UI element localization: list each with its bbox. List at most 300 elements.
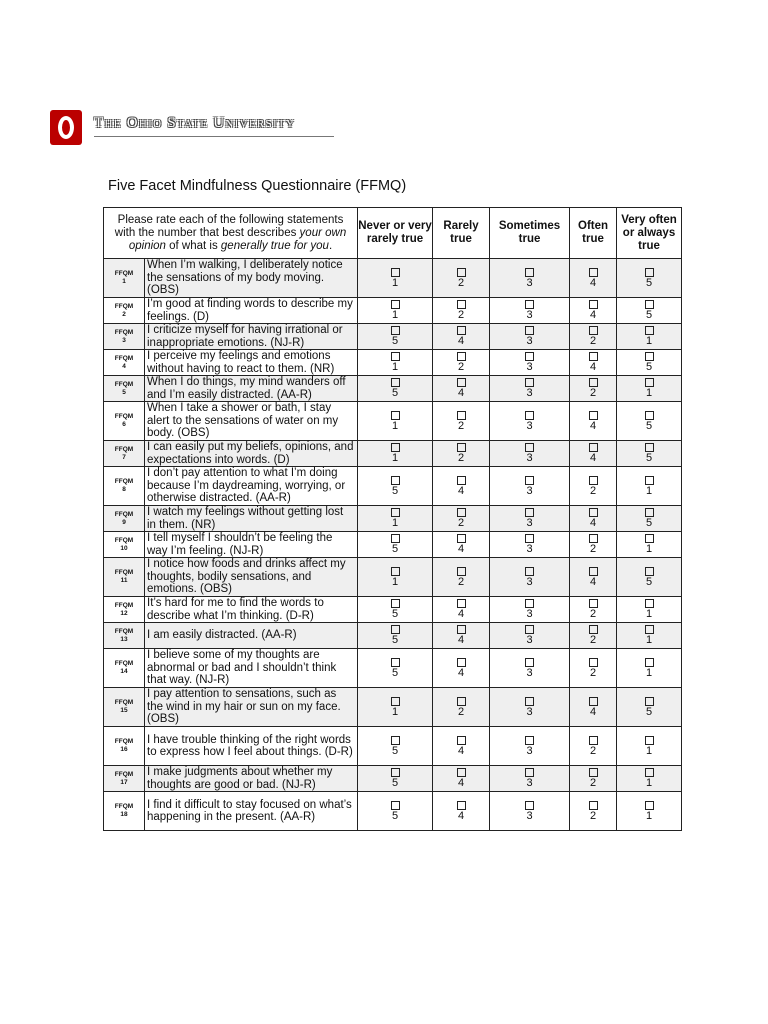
item-number: 4 <box>122 362 126 370</box>
column-header-never: Never or very rarely true <box>358 208 433 259</box>
score-value: 5 <box>391 809 399 822</box>
checkbox[interactable] <box>457 378 466 387</box>
checkbox[interactable] <box>391 443 400 452</box>
instructions-emphasis: generally true for you <box>220 239 329 252</box>
rating-option[interactable] <box>433 350 490 376</box>
rating-option[interactable] <box>617 532 682 558</box>
rating-option[interactable] <box>490 532 570 558</box>
checkbox[interactable] <box>645 508 654 517</box>
score-value: 3 <box>526 608 533 620</box>
rating-option[interactable] <box>490 298 570 324</box>
rating-option[interactable] <box>617 259 682 298</box>
score-value: 5 <box>645 517 653 529</box>
rating-option[interactable] <box>617 766 682 792</box>
item-id <box>104 532 145 558</box>
score-value: 3 <box>526 543 533 555</box>
score-value: 4 <box>589 276 597 289</box>
score-value: 4 <box>457 744 465 757</box>
item-statement: I criticize myself for having irrational or inappropriate emotions. (NJ-R) <box>145 324 358 350</box>
rating-option[interactable] <box>490 350 570 376</box>
checkbox[interactable] <box>525 300 534 309</box>
rating-option[interactable] <box>358 506 433 532</box>
score-value: 3 <box>526 705 533 718</box>
checkbox[interactable] <box>589 658 598 667</box>
rating-option[interactable] <box>358 376 433 402</box>
item-statement: I am easily distracted. (AA-R) <box>145 623 358 649</box>
item-statement: It’s hard for me to find the words to describe what I’m thinking. (D-R) <box>145 597 358 623</box>
checkbox[interactable] <box>645 599 654 608</box>
score-value: 2 <box>457 309 465 321</box>
checkbox[interactable] <box>645 443 654 452</box>
score-value: 2 <box>589 777 597 789</box>
checkbox[interactable] <box>525 378 534 387</box>
item-number: 11 <box>120 577 128 584</box>
checkbox[interactable] <box>645 768 654 777</box>
rating-option[interactable] <box>358 623 433 649</box>
item-id-prefix: FFQM <box>114 627 134 635</box>
rating-option[interactable] <box>433 467 490 506</box>
checkbox[interactable] <box>457 599 466 608</box>
rating-option[interactable] <box>570 623 617 649</box>
item-statement: I don’t pay attention to what I’m doing because I’m daydreaming, worrying, or otherwise distracted. (AA-R) <box>145 467 358 506</box>
score-value: 5 <box>391 484 399 497</box>
checkbox[interactable] <box>525 658 534 667</box>
rating-option[interactable] <box>570 532 617 558</box>
item-statement: I believe some of my thoughts are abnormal or bad and I shouldn’t think that way. (NJ-R) <box>145 649 358 688</box>
rating-option[interactable] <box>358 597 433 623</box>
checkbox[interactable] <box>391 697 400 706</box>
rating-option[interactable] <box>490 376 570 402</box>
score-value: 5 <box>391 335 399 347</box>
checkbox[interactable] <box>589 736 598 745</box>
checkbox[interactable] <box>645 300 654 309</box>
header-row <box>104 208 682 259</box>
score-value: 2 <box>457 452 465 464</box>
score-value: 1 <box>391 309 399 321</box>
item-id <box>104 324 145 350</box>
score-value: 2 <box>589 387 597 399</box>
rating-option[interactable] <box>617 558 682 597</box>
checkbox[interactable] <box>391 801 400 810</box>
rating-option[interactable] <box>490 467 570 506</box>
item-statement: I perceive my feelings and emotions without having to react to them. (NR) <box>145 350 358 376</box>
rating-option[interactable] <box>617 506 682 532</box>
checkbox[interactable] <box>645 736 654 745</box>
rating-option[interactable] <box>570 766 617 792</box>
checkbox[interactable] <box>525 352 534 361</box>
rating-option[interactable] <box>433 506 490 532</box>
checkbox[interactable] <box>589 476 598 485</box>
checkbox[interactable] <box>391 378 400 387</box>
checkbox[interactable] <box>457 508 466 517</box>
rating-option[interactable] <box>490 259 570 298</box>
checkbox[interactable] <box>391 625 400 634</box>
rating-option[interactable] <box>570 727 617 766</box>
rating-option[interactable] <box>490 688 570 727</box>
rating-option[interactable] <box>617 376 682 402</box>
rating-option[interactable] <box>617 792 682 831</box>
score-value: 1 <box>391 575 399 588</box>
rating-option[interactable] <box>433 623 490 649</box>
column-header-rarely: Rarely true <box>433 208 490 259</box>
item-id-prefix: FFQM <box>114 569 134 576</box>
rating-option[interactable] <box>617 623 682 649</box>
checkbox[interactable] <box>391 567 400 576</box>
column-header-sometimes: Sometimes true <box>490 208 570 259</box>
rating-option[interactable] <box>358 402 433 441</box>
checkbox[interactable] <box>457 443 466 452</box>
rating-option[interactable] <box>433 376 490 402</box>
rating-option[interactable] <box>358 792 433 831</box>
checkbox[interactable] <box>391 658 400 667</box>
item-id <box>104 350 145 376</box>
checkbox[interactable] <box>457 658 466 667</box>
rating-option[interactable] <box>358 441 433 467</box>
rating-option[interactable] <box>433 259 490 298</box>
instructions <box>104 208 358 259</box>
rating-option[interactable] <box>433 324 490 350</box>
item-id-prefix: FFQM <box>114 302 134 310</box>
checkbox[interactable] <box>391 476 400 485</box>
rating-option[interactable] <box>490 441 570 467</box>
checkbox[interactable] <box>391 326 400 335</box>
score-value: 1 <box>645 543 653 555</box>
rating-option[interactable] <box>433 597 490 623</box>
score-value: 5 <box>645 309 653 321</box>
checkbox[interactable] <box>645 567 654 576</box>
checkbox[interactable] <box>589 352 598 361</box>
checkbox[interactable] <box>645 326 654 335</box>
rating-option[interactable] <box>433 558 490 597</box>
checkbox[interactable] <box>589 411 598 420</box>
checkbox[interactable] <box>589 378 598 387</box>
checkbox[interactable] <box>645 476 654 485</box>
item-statement: When I take a shower or bath, I stay alert to the sensations of water on my body. (OBS) <box>145 402 358 441</box>
checkbox[interactable] <box>645 697 654 706</box>
rating-option[interactable] <box>617 688 682 727</box>
item-id-prefix: FFQM <box>114 270 134 277</box>
rating-option[interactable] <box>358 532 433 558</box>
rating-option[interactable] <box>433 441 490 467</box>
score-value: 4 <box>457 543 465 555</box>
score-value: 4 <box>457 387 465 399</box>
rating-option[interactable] <box>433 727 490 766</box>
item-id-prefix: FFQM <box>114 536 134 544</box>
score-value: 4 <box>457 634 465 646</box>
checkbox[interactable] <box>589 300 598 309</box>
checkbox[interactable] <box>457 300 466 309</box>
item-id <box>104 558 145 597</box>
rating-option[interactable] <box>490 623 570 649</box>
checkbox[interactable] <box>391 534 400 543</box>
item-number: 9 <box>122 518 126 526</box>
checkbox[interactable] <box>457 534 466 543</box>
checkbox[interactable] <box>391 736 400 745</box>
rating-option[interactable] <box>433 649 490 688</box>
rating-option[interactable] <box>358 727 433 766</box>
rating-option[interactable] <box>570 376 617 402</box>
item-id <box>104 298 145 324</box>
rating-option[interactable] <box>433 298 490 324</box>
score-value: 2 <box>589 634 597 646</box>
score-value: 5 <box>391 666 399 679</box>
checkbox[interactable] <box>457 768 466 777</box>
column-header-always: Very often or always true <box>617 208 682 259</box>
rating-option[interactable] <box>617 324 682 350</box>
checkbox[interactable] <box>391 508 400 517</box>
score-value: 1 <box>645 777 653 789</box>
rating-option[interactable] <box>617 350 682 376</box>
checkbox[interactable] <box>645 534 654 543</box>
rating-option[interactable] <box>570 506 617 532</box>
item-row <box>104 766 682 792</box>
score-value: 2 <box>589 484 597 497</box>
item-id-prefix: FFQM <box>114 413 134 420</box>
item-statement: I’m good at finding words to describe my feelings. (D) <box>145 298 358 324</box>
rating-option[interactable] <box>490 597 570 623</box>
item-statement: I watch my feelings without getting lost in them. (NR) <box>145 506 358 532</box>
item-row <box>104 298 682 324</box>
rating-option[interactable] <box>433 532 490 558</box>
score-value: 1 <box>391 705 399 718</box>
score-value: 3 <box>526 484 533 497</box>
score-value: 5 <box>645 419 653 432</box>
score-value: 3 <box>526 309 533 321</box>
checkbox[interactable] <box>589 534 598 543</box>
item-number: 15 <box>120 707 128 714</box>
item-id <box>104 597 145 623</box>
rating-option[interactable] <box>358 649 433 688</box>
score-value: 4 <box>589 309 597 321</box>
item-statement: I find it difficult to stay focused on what’s happening in the present. (AA-R) <box>145 792 358 831</box>
rating-option[interactable] <box>617 649 682 688</box>
rating-option[interactable] <box>570 324 617 350</box>
rating-option[interactable] <box>570 350 617 376</box>
osu-block-o-icon <box>58 116 74 139</box>
item-number: 16 <box>120 746 128 753</box>
rating-option[interactable] <box>358 298 433 324</box>
rating-option[interactable] <box>570 402 617 441</box>
checkbox[interactable] <box>645 378 654 387</box>
rating-option[interactable] <box>358 324 433 350</box>
item-number: 8 <box>122 486 126 493</box>
score-value: 4 <box>589 419 597 432</box>
score-value: 5 <box>645 452 653 464</box>
rating-option[interactable] <box>617 597 682 623</box>
rating-option[interactable] <box>570 792 617 831</box>
score-value: 3 <box>526 777 533 789</box>
checkbox[interactable] <box>525 534 534 543</box>
score-value: 2 <box>457 575 465 588</box>
checkbox[interactable] <box>589 268 598 277</box>
item-id <box>104 376 145 402</box>
checkbox[interactable] <box>391 599 400 608</box>
checkbox[interactable] <box>589 508 598 517</box>
rating-option[interactable] <box>570 259 617 298</box>
item-id-prefix: FFQM <box>114 803 134 810</box>
checkbox[interactable] <box>645 658 654 667</box>
rating-option[interactable] <box>358 766 433 792</box>
university-name: The Ohio State University <box>94 115 296 131</box>
checkbox[interactable] <box>589 326 598 335</box>
item-statement: I make judgments about whether my thoughts are good or bad. (NJ-R) <box>145 766 358 792</box>
rating-option[interactable] <box>617 298 682 324</box>
checkbox[interactable] <box>391 411 400 420</box>
item-row <box>104 597 682 623</box>
checkbox[interactable] <box>457 736 466 745</box>
rating-option[interactable] <box>490 506 570 532</box>
rating-option[interactable] <box>570 649 617 688</box>
checkbox[interactable] <box>525 508 534 517</box>
score-value: 2 <box>589 608 597 620</box>
rating-option[interactable] <box>617 402 682 441</box>
checkbox[interactable] <box>525 768 534 777</box>
checkbox[interactable] <box>457 268 466 277</box>
item-id-prefix: FFQM <box>114 445 134 453</box>
rating-option[interactable] <box>617 727 682 766</box>
checkbox[interactable] <box>589 599 598 608</box>
score-value: 2 <box>457 517 465 529</box>
checkbox[interactable] <box>391 268 400 277</box>
checkbox[interactable] <box>589 443 598 452</box>
rating-option[interactable] <box>490 558 570 597</box>
item-id-prefix: FFQM <box>114 380 134 388</box>
rating-option[interactable] <box>570 441 617 467</box>
score-value: 4 <box>457 484 465 497</box>
score-value: 3 <box>526 517 533 529</box>
rating-option[interactable] <box>490 766 570 792</box>
rating-option[interactable] <box>358 558 433 597</box>
rating-option[interactable] <box>490 324 570 350</box>
checkbox[interactable] <box>457 326 466 335</box>
score-value: 3 <box>526 361 533 373</box>
checkbox[interactable] <box>589 697 598 706</box>
checkbox[interactable] <box>645 352 654 361</box>
rating-option[interactable] <box>490 792 570 831</box>
checkbox[interactable] <box>391 768 400 777</box>
checkbox[interactable] <box>457 697 466 706</box>
checkbox[interactable] <box>645 411 654 420</box>
instructions-text: . <box>328 239 333 252</box>
checkbox[interactable] <box>645 801 654 810</box>
rating-option[interactable] <box>433 688 490 727</box>
checkbox[interactable] <box>525 326 534 335</box>
instructions-text: Please rate each of the following statements with the number that best describes <box>114 213 344 239</box>
checkbox[interactable] <box>525 476 534 485</box>
score-value: 1 <box>391 517 399 529</box>
score-value: 3 <box>526 387 533 399</box>
rating-option[interactable] <box>570 558 617 597</box>
header-divider <box>94 136 334 137</box>
item-id-prefix: FFQM <box>114 601 134 609</box>
item-row <box>104 623 682 649</box>
checkbox[interactable] <box>645 625 654 634</box>
score-value: 2 <box>457 276 465 289</box>
checkbox[interactable] <box>457 476 466 485</box>
item-row <box>104 259 682 298</box>
score-value: 4 <box>589 705 597 718</box>
rating-option[interactable] <box>570 688 617 727</box>
score-value: 5 <box>391 608 399 620</box>
item-row <box>104 402 682 441</box>
checkbox[interactable] <box>589 567 598 576</box>
item-statement: When I do things, my mind wanders off and I’m easily distracted. (AA-R) <box>145 376 358 402</box>
score-value: 4 <box>457 666 465 679</box>
checkbox[interactable] <box>525 599 534 608</box>
checkbox[interactable] <box>589 625 598 634</box>
checkbox[interactable] <box>457 801 466 810</box>
item-row <box>104 688 682 727</box>
score-value: 4 <box>589 361 597 373</box>
checkbox[interactable] <box>525 268 534 277</box>
checkbox[interactable] <box>589 768 598 777</box>
checkbox[interactable] <box>525 411 534 420</box>
rating-option[interactable] <box>490 649 570 688</box>
item-id-prefix: FFQM <box>114 770 134 778</box>
rating-option[interactable] <box>490 402 570 441</box>
rating-option[interactable] <box>570 298 617 324</box>
score-value: 1 <box>391 419 399 432</box>
score-value: 1 <box>391 361 399 373</box>
rating-option[interactable] <box>490 727 570 766</box>
score-value: 2 <box>457 705 465 718</box>
column-header-often: Often true <box>570 208 617 259</box>
item-id <box>104 792 145 831</box>
rating-option[interactable] <box>570 597 617 623</box>
rating-option[interactable] <box>617 441 682 467</box>
item-id <box>104 766 145 792</box>
item-row <box>104 467 682 506</box>
checkbox[interactable] <box>391 300 400 309</box>
item-number: 5 <box>122 388 126 396</box>
checkbox[interactable] <box>645 268 654 277</box>
checkbox[interactable] <box>457 625 466 634</box>
score-value: 3 <box>526 744 533 757</box>
checkbox[interactable] <box>391 352 400 361</box>
checkbox[interactable] <box>525 625 534 634</box>
checkbox[interactable] <box>457 567 466 576</box>
score-value: 1 <box>391 452 399 464</box>
item-id <box>104 623 145 649</box>
rating-option[interactable] <box>358 467 433 506</box>
rating-option[interactable] <box>570 467 617 506</box>
rating-option[interactable] <box>433 402 490 441</box>
rating-option[interactable] <box>358 350 433 376</box>
rating-option[interactable] <box>358 259 433 298</box>
score-value: 1 <box>645 335 653 347</box>
score-value: 3 <box>526 419 533 432</box>
score-value: 4 <box>457 608 465 620</box>
item-row <box>104 727 682 766</box>
checkbox[interactable] <box>525 567 534 576</box>
checkbox[interactable] <box>457 352 466 361</box>
rating-option[interactable] <box>358 688 433 727</box>
checkbox[interactable] <box>525 443 534 452</box>
item-number: 12 <box>120 609 128 617</box>
item-id <box>104 506 145 532</box>
checkbox[interactable] <box>525 697 534 706</box>
rating-option[interactable] <box>617 467 682 506</box>
score-value: 3 <box>526 809 533 822</box>
rating-option[interactable] <box>433 766 490 792</box>
score-value: 4 <box>457 777 465 789</box>
checkbox[interactable] <box>589 801 598 810</box>
checkbox[interactable] <box>525 801 534 810</box>
checkbox[interactable] <box>457 411 466 420</box>
score-value: 5 <box>645 575 653 588</box>
checkbox[interactable] <box>525 736 534 745</box>
rating-option[interactable] <box>433 792 490 831</box>
